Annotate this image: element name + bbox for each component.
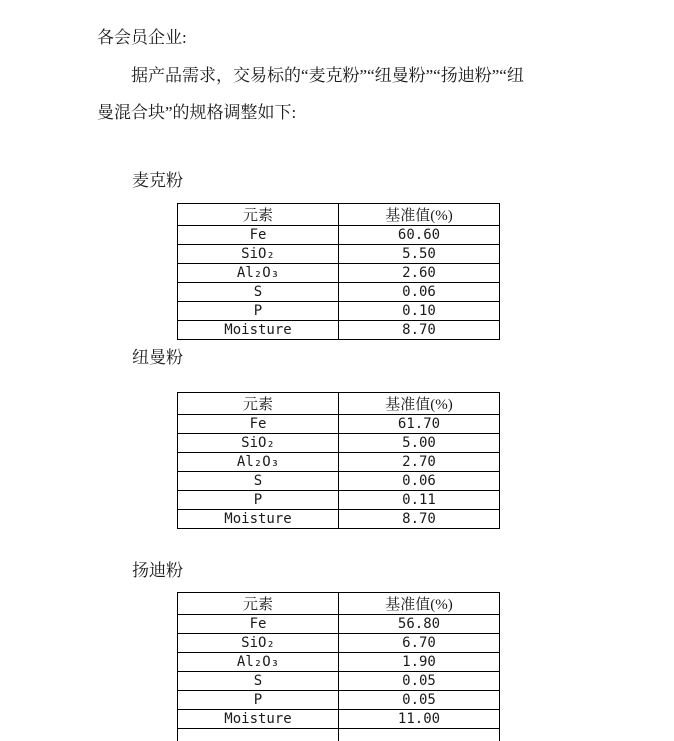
element-cell: Al₂O₃ bbox=[178, 653, 339, 672]
table-row bbox=[178, 321, 500, 340]
header-element: 元素 bbox=[178, 593, 339, 615]
element-cell: Al₂O₃ bbox=[178, 264, 339, 283]
section-title-yandi-fines: 扬迪粉 bbox=[132, 561, 183, 580]
value-cell: 8.70 bbox=[339, 321, 500, 340]
value-cell: 5.50 bbox=[339, 245, 500, 264]
value-cell: 0.11 bbox=[339, 491, 500, 510]
header-element: 元素 bbox=[178, 393, 339, 415]
element-cell: P bbox=[178, 302, 339, 321]
value-cell: 61.70 bbox=[339, 415, 500, 434]
value-cell: 8.70 bbox=[339, 510, 500, 529]
value-cell: 0.05 bbox=[339, 672, 500, 691]
table-header-row bbox=[178, 204, 500, 226]
salutation: 各会员企业: bbox=[97, 28, 187, 47]
element-cell: Fe bbox=[178, 615, 339, 634]
header-base-value: 基准值(%) bbox=[339, 393, 500, 415]
value-cell: 11.00 bbox=[339, 710, 500, 729]
table-row bbox=[178, 510, 500, 529]
table-row bbox=[178, 245, 500, 264]
table-row bbox=[178, 415, 500, 434]
table-row bbox=[178, 615, 500, 634]
element-cell: Fe bbox=[178, 415, 339, 434]
element-cell: SiO₂ bbox=[178, 634, 339, 653]
spec-table-yandi-fines bbox=[177, 592, 500, 741]
value-cell: 5.00 bbox=[339, 434, 500, 453]
intro-paragraph-line-2: 曼混合块”的规格调整如下: bbox=[97, 103, 297, 122]
table-row bbox=[178, 283, 500, 302]
table-row-cut-off bbox=[178, 729, 500, 741]
table-header-row bbox=[178, 393, 500, 415]
value-cell: 2.60 bbox=[339, 264, 500, 283]
value-cell: 0.05 bbox=[339, 691, 500, 710]
element-cell bbox=[178, 729, 339, 741]
element-cell: P bbox=[178, 691, 339, 710]
value-cell: 0.10 bbox=[339, 302, 500, 321]
element-cell: Fe bbox=[178, 226, 339, 245]
table-row bbox=[178, 226, 500, 245]
value-cell: 2.70 bbox=[339, 453, 500, 472]
table-row bbox=[178, 691, 500, 710]
section-title-mac-fines: 麦克粉 bbox=[132, 171, 183, 190]
table-row bbox=[178, 710, 500, 729]
table-row bbox=[178, 653, 500, 672]
header-base-value: 基准值(%) bbox=[339, 204, 500, 226]
table-header-row bbox=[178, 593, 500, 615]
table-row bbox=[178, 672, 500, 691]
element-cell: SiO₂ bbox=[178, 245, 339, 264]
value-cell: 1.90 bbox=[339, 653, 500, 672]
section-title-newman-fines: 纽曼粉 bbox=[132, 348, 183, 367]
element-cell: SiO₂ bbox=[178, 434, 339, 453]
element-cell: S bbox=[178, 283, 339, 302]
header-base-value: 基准值(%) bbox=[339, 593, 500, 615]
intro-paragraph-line-1: 据产品需求，交易标的“麦克粉”“纽曼粉”“扬迪粉”“纽 bbox=[131, 66, 524, 85]
element-cell: S bbox=[178, 672, 339, 691]
element-cell: S bbox=[178, 472, 339, 491]
element-cell: P bbox=[178, 491, 339, 510]
element-cell: Moisture bbox=[178, 710, 339, 729]
spec-table-newman-fines bbox=[177, 392, 500, 529]
element-cell: Moisture bbox=[178, 510, 339, 529]
spec-table-mac-fines bbox=[177, 203, 500, 340]
value-cell: 56.80 bbox=[339, 615, 500, 634]
table-row bbox=[178, 634, 500, 653]
table-row bbox=[178, 491, 500, 510]
value-cell: 0.06 bbox=[339, 283, 500, 302]
element-cell: Moisture bbox=[178, 321, 339, 340]
table-row bbox=[178, 472, 500, 491]
table-row bbox=[178, 264, 500, 283]
table-row bbox=[178, 302, 500, 321]
table-row bbox=[178, 434, 500, 453]
value-cell: 6.70 bbox=[339, 634, 500, 653]
value-cell: 60.60 bbox=[339, 226, 500, 245]
value-cell: 0.06 bbox=[339, 472, 500, 491]
header-element: 元素 bbox=[178, 204, 339, 226]
value-cell bbox=[339, 729, 500, 741]
table-row bbox=[178, 453, 500, 472]
element-cell: Al₂O₃ bbox=[178, 453, 339, 472]
